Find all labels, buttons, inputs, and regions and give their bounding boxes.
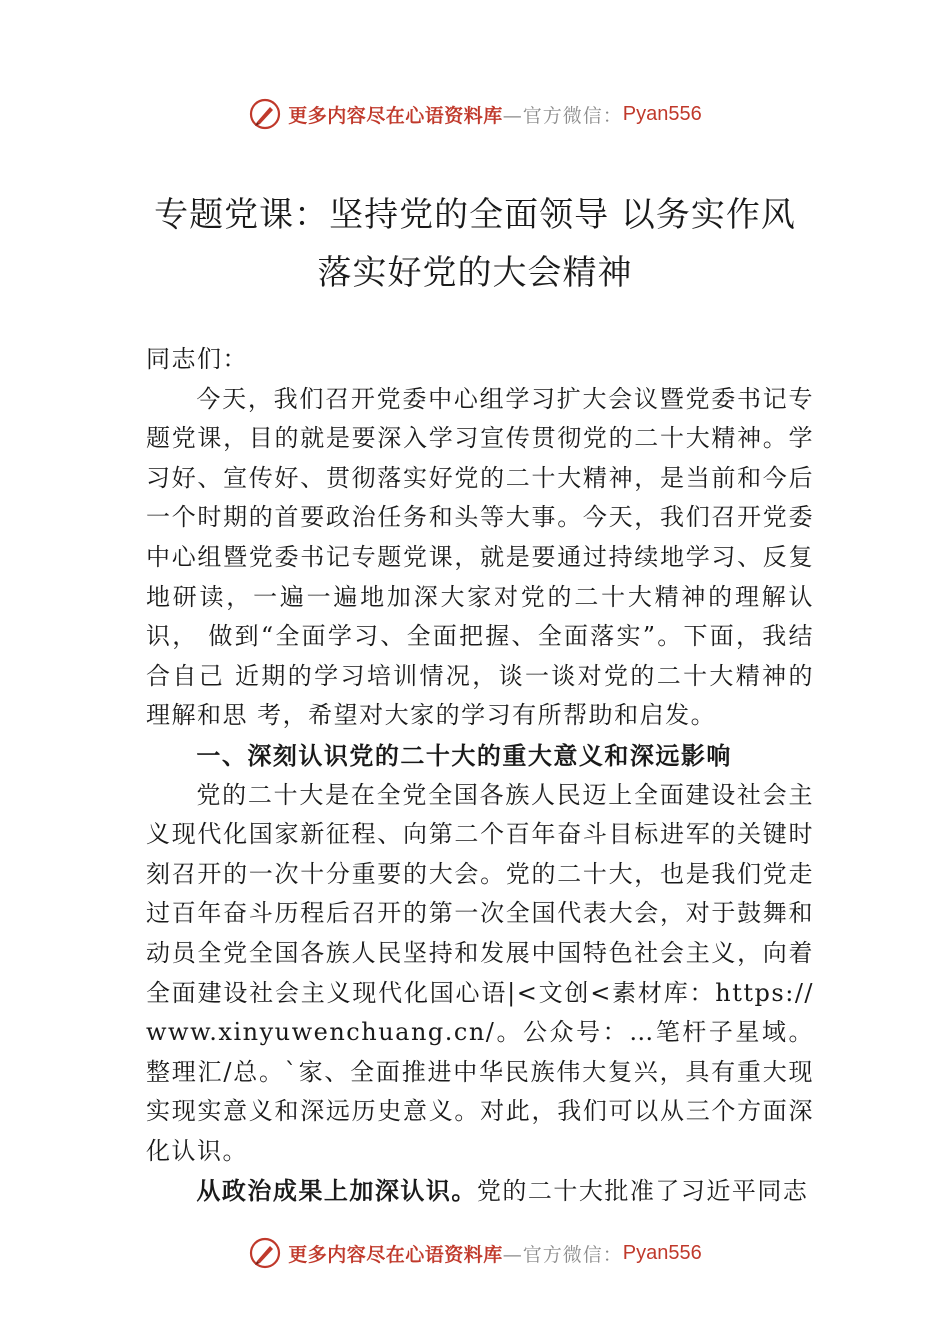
- banner-wechat-id: Pyan556: [622, 102, 702, 125]
- title-line-1: 专题党课：坚持党的全面领导 以务实作风: [154, 195, 796, 235]
- footer-watermark-banner: [0, 1233, 950, 1273]
- header-watermark-banner: [0, 94, 950, 134]
- salutation: 同志们：: [146, 345, 248, 373]
- document-title: [60, 186, 890, 302]
- banner-sub-text: —官方微信：: [502, 104, 623, 127]
- title-line-2: 落实好党的大会精神: [317, 253, 633, 293]
- banner-main-text: 更多内容尽在心语资料库: [288, 104, 503, 127]
- paragraph-lead-bold: 从政治成果上加深认识。: [196, 1176, 477, 1206]
- pen-logo-icon: [248, 97, 282, 131]
- banner-main-text: 更多内容尽在心语资料库: [288, 1243, 503, 1266]
- paragraph-significance: 党的二十大是在全党全国各族人民迈上全面建设社会主义现代化国家新征程、向第二个百年奋斗目标进军的关键时刻召开的一次十分重要的大会。党的二十大，也是我们党走过百年奋斗历程后召开的第一次全国代表大会，对于鼓舞和动员全党全国各族人民坚持和发展中国特色社会主义，向着全面建设社会主义现代化国心语|<文创<素材库：https://www.xinyuwenchuang.cn/。公众号：…笔杆子星域。整理汇/总。`家、全面推进中华民族伟大复兴，具有重大现实现实意义和深远历史意义。对此，我们可以从三个方面深化认识。: [146, 780, 814, 1165]
- paragraph-rest: 党的二十大批准了习近平同志: [476, 1177, 809, 1206]
- banner-sub-text: —官方微信：: [502, 1243, 623, 1266]
- pen-logo-icon: [248, 1236, 282, 1270]
- banner-wechat-id: Pyan556: [622, 1241, 702, 1264]
- paragraph-intro: 今天，我们召开党委中心组学习扩大会议暨党委书记专题党课，目的就是要深入学习宣传贯彻党的二十大精神。学习好、宣传好、贯彻落实好党的二十大精神，是当前和今后 一个时期的首要政治任务和头等大事。今天，我们召开党委 中心组暨党委书记专题党课，就是要通过持续地学习、反复 地研读，一遍一遍地加深大家对党的二十大精神的理解认识， 做到“全面学习、全面把握、全面落实”。下面，我结合自己 近期的学习培训情况，谈一谈对党的二十大精神的理解和思 考，希望对大家的学习有所帮助和启发。: [146, 384, 814, 730]
- paragraph-political-results: [146, 1171, 814, 1212]
- section-heading-1: 一、深刻认识党的二十大的重大意义和深远影响: [196, 740, 732, 770]
- document-body: [146, 340, 814, 1212]
